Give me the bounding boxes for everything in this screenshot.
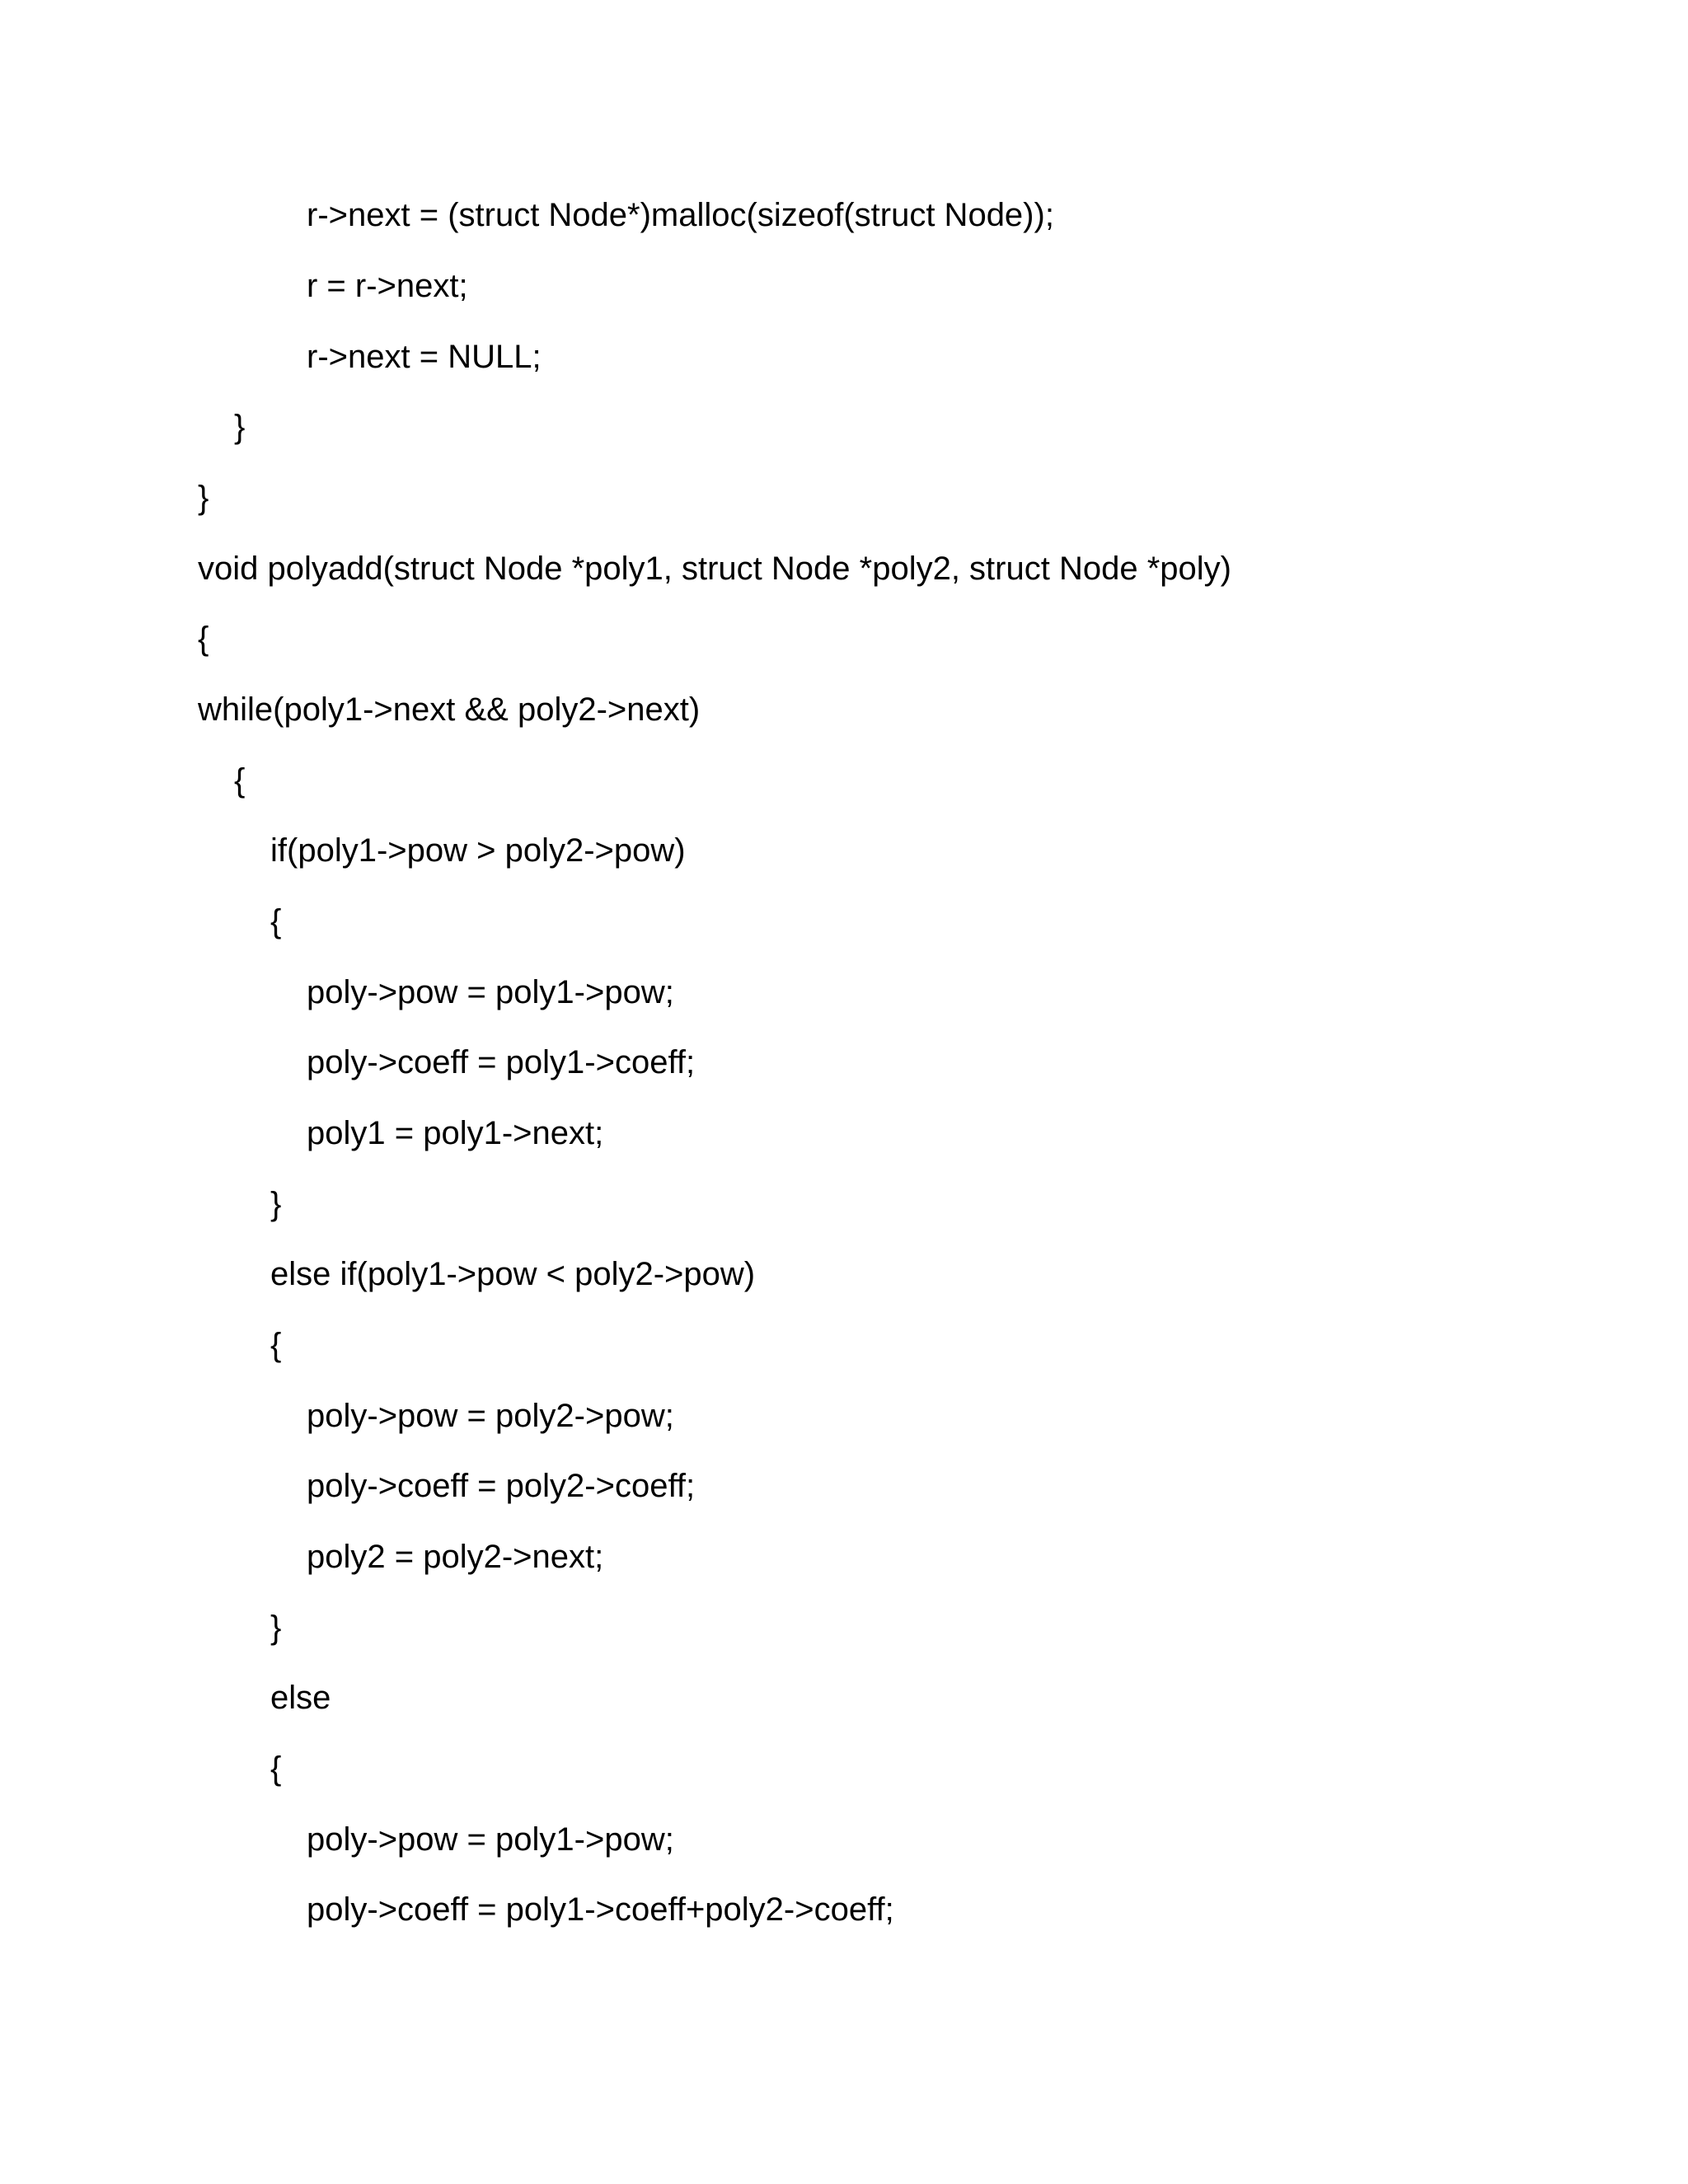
code-line: { <box>270 903 282 940</box>
code-line: poly1 = poly1->next; <box>307 1115 604 1151</box>
code-line: poly->pow = poly1->pow; <box>307 1821 674 1858</box>
code-line: { <box>234 762 246 799</box>
code-line: { <box>270 1750 282 1787</box>
code-line: } <box>270 1186 282 1222</box>
code-line: } <box>270 1610 282 1646</box>
code-line: poly->coeff = poly2->coeff; <box>307 1468 696 1504</box>
code-line: poly->coeff = poly1->coeff; <box>307 1044 696 1080</box>
code-line: if(poly1->pow > poly2->pow) <box>270 832 686 869</box>
code-line: else if(poly1->pow < poly2->pow) <box>270 1256 756 1292</box>
code-line: } <box>234 409 246 445</box>
code-line: r->next = NULL; <box>307 339 542 375</box>
code-line: else <box>270 1680 331 1716</box>
code-line: void polyadd(struct Node *poly1, struct Node *poly2, struct Node *poly) <box>198 551 1231 587</box>
code-line: poly->pow = poly1->pow; <box>307 974 674 1010</box>
code-line: r->next = (struct Node*)malloc(sizeof(struct Node)); <box>307 197 1054 233</box>
code-line: poly->coeff = poly1->coeff+poly2->coeff; <box>307 1891 894 1928</box>
code-line: poly->pow = poly2->pow; <box>307 1398 674 1434</box>
code-line: poly2 = poly2->next; <box>307 1539 604 1575</box>
code-line: r = r->next; <box>307 268 468 304</box>
code-line: { <box>198 621 209 657</box>
code-line: while(poly1->next && poly2->next) <box>198 691 701 728</box>
code-line: { <box>270 1327 282 1363</box>
code-line: } <box>198 480 209 516</box>
